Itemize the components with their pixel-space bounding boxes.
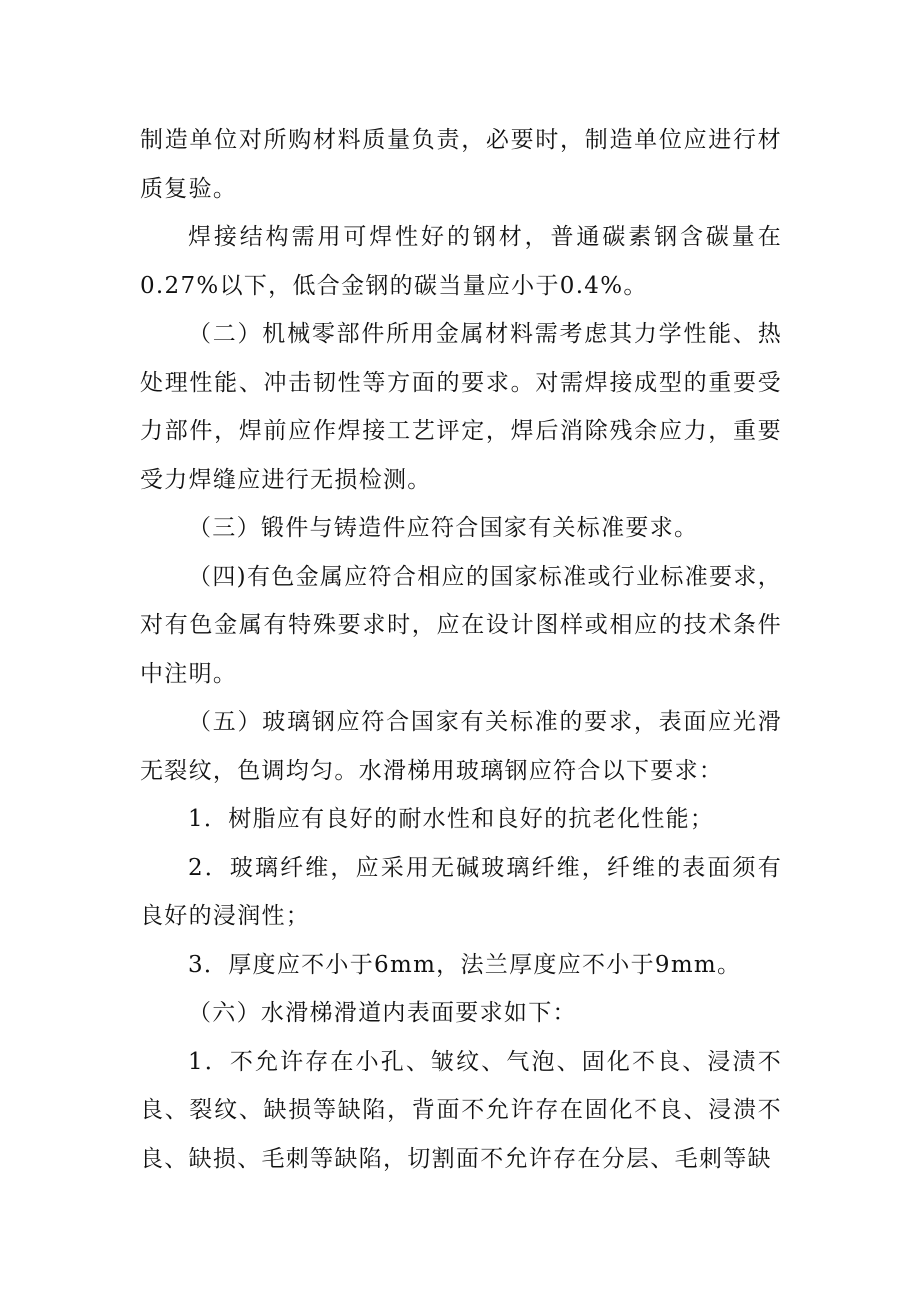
- paragraph-material-responsibility: 制造单位对所购材料质量负责，必要时，制造单位应进行材质复验。: [140, 127, 782, 202]
- paragraph-section-3-forgings: （三）锻件与铸造件应符合国家有关标准要求。: [188, 515, 699, 541]
- list-item-thickness: 3．厚度应不小于6mm，法兰厚度应不小于9mm。: [188, 951, 742, 978]
- paragraph-section-6-slide-surface: （六）水滑梯滑道内表面要求如下：: [188, 1000, 577, 1026]
- list-item-surface-defects: 1．不允许存在小孔、皱纹、气泡、固化不良、浸渍不良、裂纹、缺损等缺陷，背面不允许存在固化不良、浸溃不良、缺损、毛刺等缺陷，切割面不允许存在分层、毛刺等缺: [140, 1048, 782, 1172]
- list-item-glass-fiber: 2．玻璃纤维，应采用无碱玻璃纤维，纤维的表面须有良好的浸润性；: [140, 854, 782, 929]
- paragraph-section-5-fiberglass: （五）玻璃钢应符合国家有关标准的要求，表面应光滑无裂纹，色调均匀。水滑梯用玻璃钢应符合以下要求：: [140, 709, 782, 784]
- paragraph-welding-steel: 焊接结构需用可焊性好的钢材，普通碳素钢含碳量在0.27%以下，低合金钢的碳当量应小于0.4%。: [140, 224, 782, 299]
- document-body: [140, 116, 782, 1183]
- paragraph-section-4-nonferrous: （四)有色金属应符合相应的国家标准或行业标准要求，对有色金属有特殊要求时，应在设计图样或相应的技术条件中注明。: [140, 563, 782, 687]
- paragraph-section-2-mechanical-parts: （二）机械零部件所用金属材料需考虑其力学性能、热处理性能、冲击韧性等方面的要求。对需焊接成型的重要受力部件，焊前应作焊接工艺评定，焊后消除残余应力，重要受力焊缝应进行无损检测。: [140, 321, 782, 493]
- list-item-resin: 1．树脂应有良好的耐水性和良好的抗老化性能；: [188, 806, 715, 832]
